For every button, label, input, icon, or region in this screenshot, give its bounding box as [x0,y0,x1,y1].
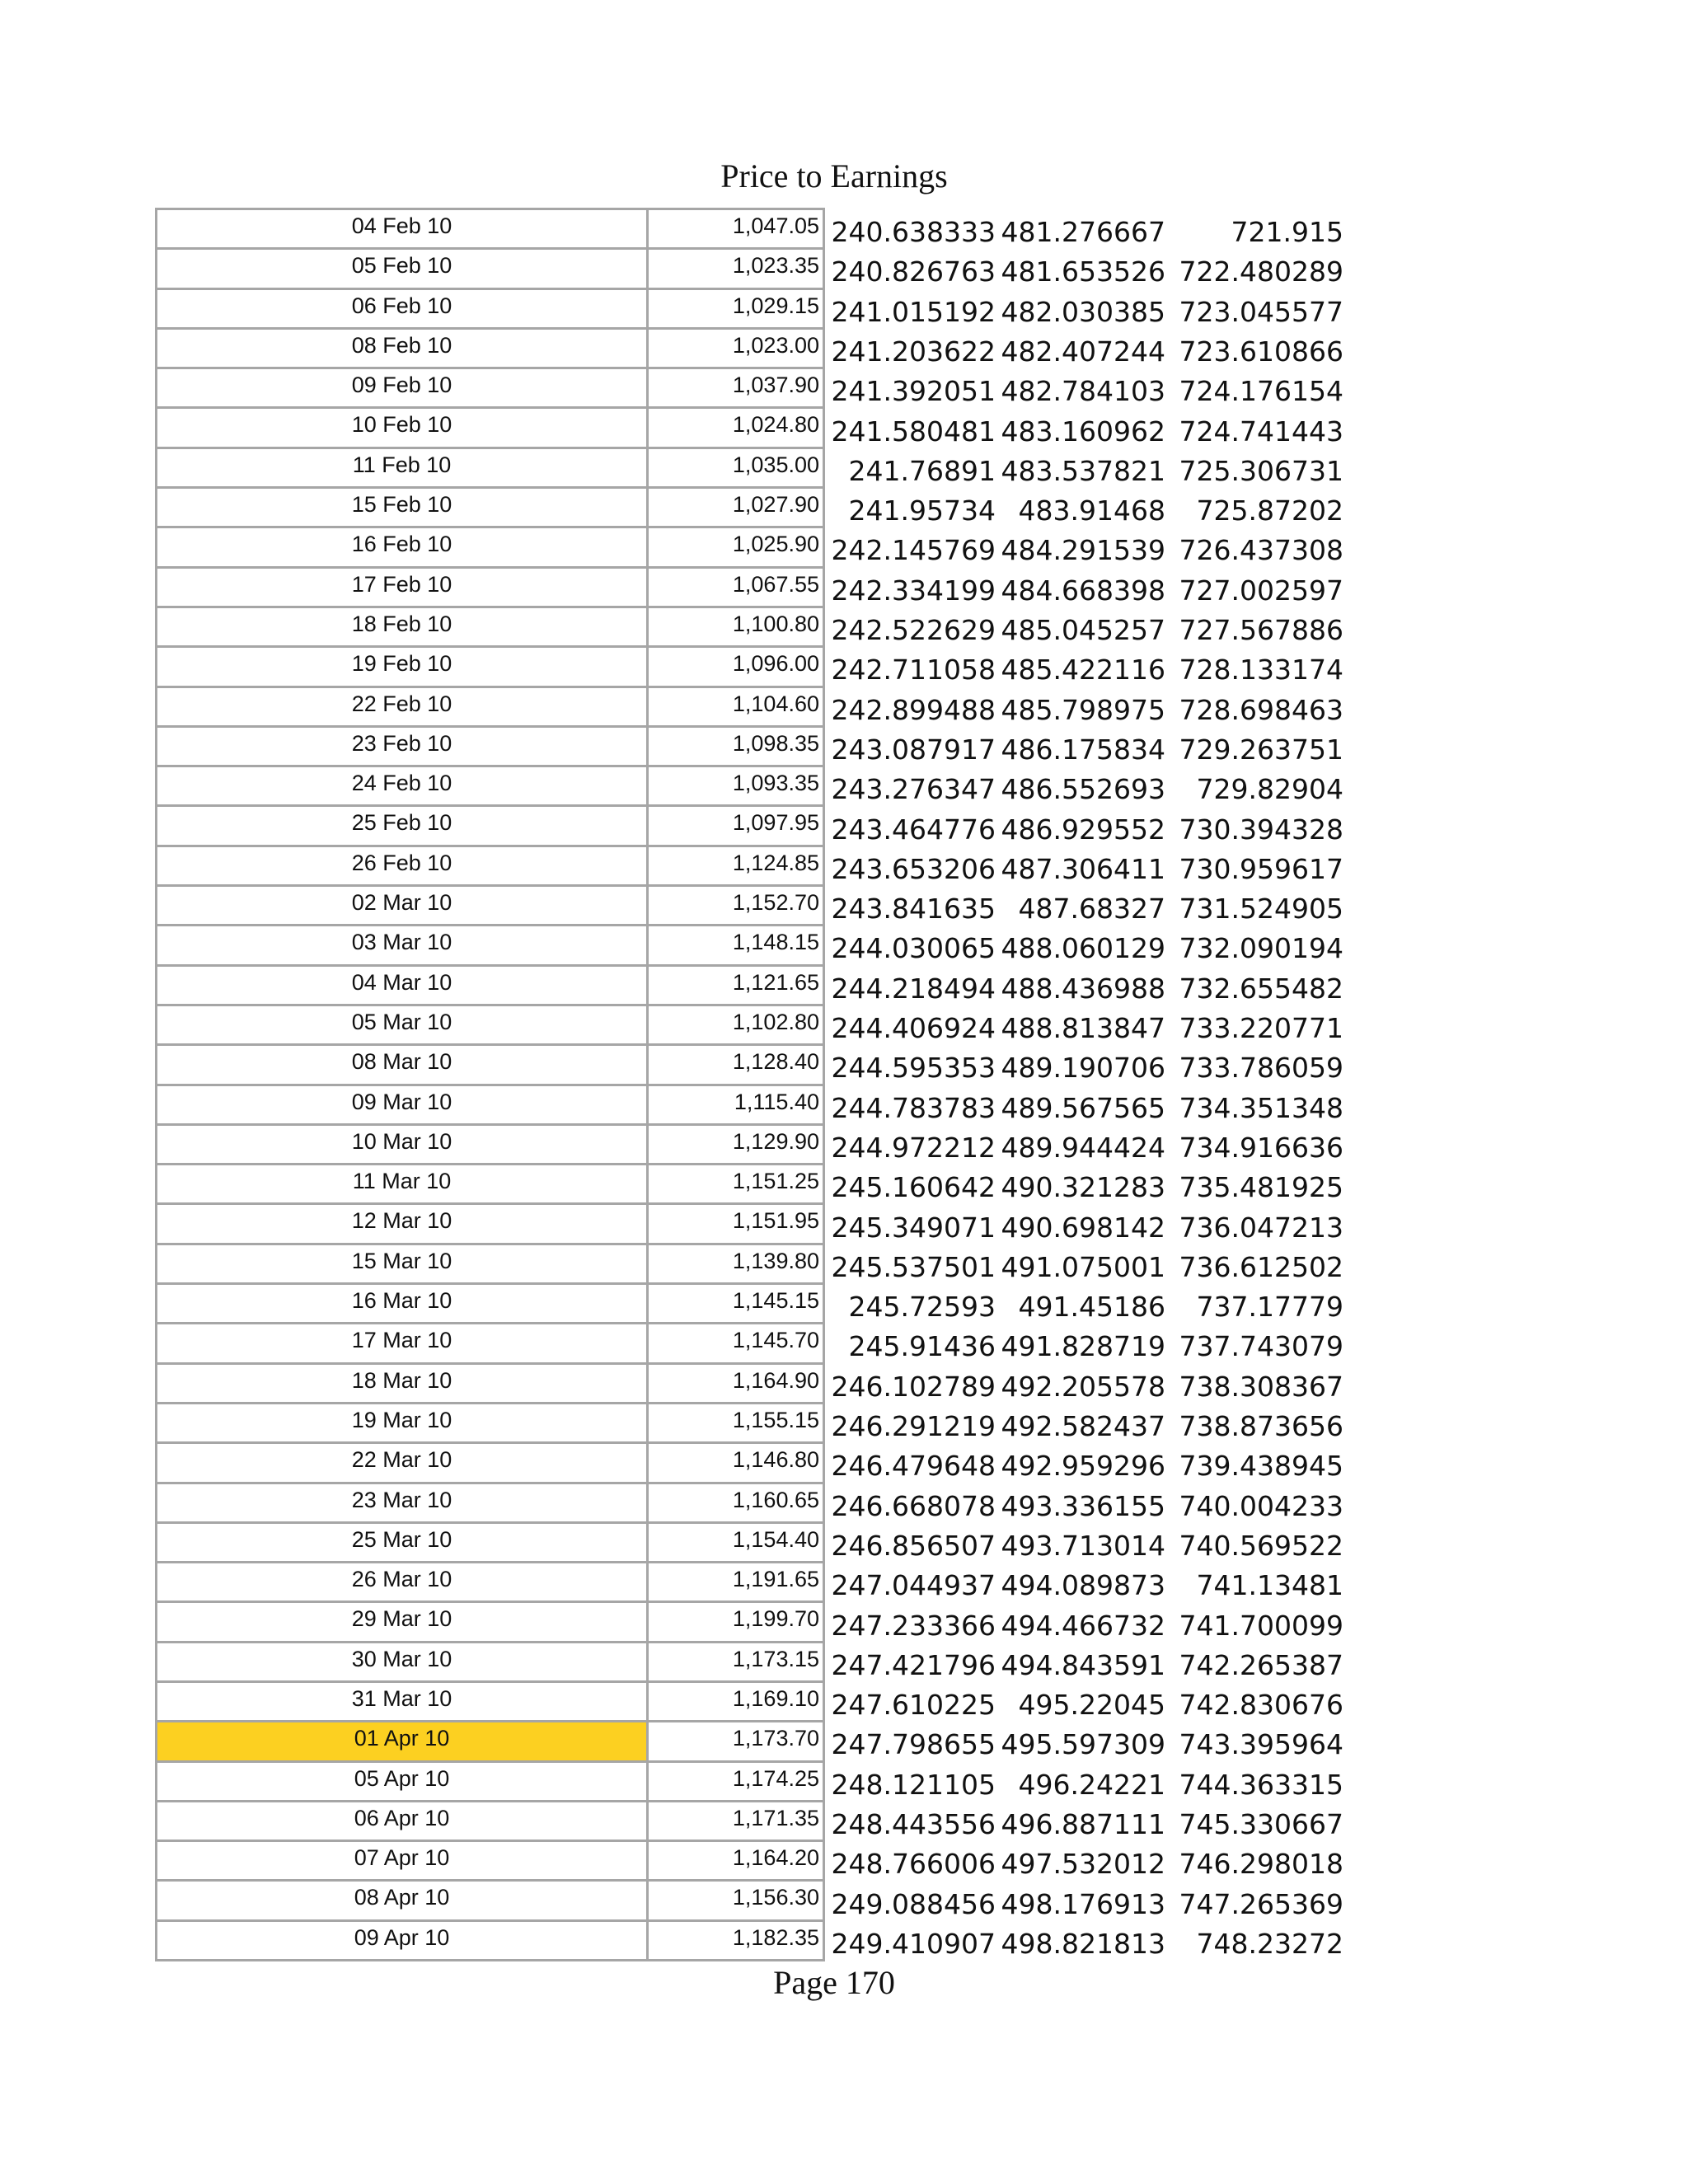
page-title: Price to Earnings [720,157,948,194]
price-cell: 1,097.95 [649,804,825,844]
date-cell: 25 Feb 10 [157,804,649,844]
table-row [157,765,825,804]
value-col-3: 729.263751 [1179,733,1343,766]
value-col-2: 494.089873 [1001,1569,1165,1602]
value-col-3: 735.481925 [1179,1171,1343,1204]
price-cell: 1,174.25 [649,1760,825,1800]
table-row [157,1482,825,1521]
value-col-1: 244.406924 [831,1012,996,1044]
value-col-3: 733.220771 [1179,1012,1343,1044]
date-cell: 08 Mar 10 [157,1043,649,1083]
price-cell: 1,124.85 [649,845,825,884]
date-cell: 23 Feb 10 [157,725,649,765]
date-cell: 10 Mar 10 [157,1123,649,1163]
value-col-3: 741.13481 [1196,1569,1343,1602]
value-col-1: 246.102789 [831,1370,996,1403]
value-col-2: 485.422116 [1001,654,1165,687]
value-col-1: 249.088456 [831,1887,996,1920]
table-row [157,1720,825,1760]
value-col-3: 734.351348 [1179,1091,1343,1124]
table-row [157,327,825,367]
value-col-2: 487.68327 [1018,893,1165,926]
date-cell: 22 Mar 10 [157,1441,649,1481]
value-col-2: 492.205578 [1001,1370,1165,1403]
date-cell: 01 Apr 10 [157,1720,649,1760]
date-cell: 18 Mar 10 [157,1362,649,1402]
price-cell: 1,023.35 [649,247,825,287]
price-cell: 1,145.70 [649,1322,825,1361]
value-col-1: 241.392051 [831,375,996,408]
value-col-2: 497.532012 [1001,1848,1165,1881]
date-cell: 30 Mar 10 [157,1641,649,1680]
table-row [157,1402,825,1441]
value-col-3: 736.612502 [1179,1250,1343,1283]
price-cell: 1,025.90 [649,526,825,565]
value-col-2: 488.436988 [1001,972,1165,1005]
value-col-2: 492.582437 [1001,1410,1165,1442]
table-row [157,1521,825,1561]
table-row [157,845,825,884]
value-col-1: 243.276347 [831,773,996,806]
value-col-1: 248.443556 [831,1808,996,1840]
value-col-2: 484.668398 [1001,574,1165,607]
date-cell: 06 Apr 10 [157,1800,649,1840]
value-col-1: 241.203622 [831,335,996,368]
value-col-2: 491.075001 [1001,1250,1165,1283]
date-cell: 17 Mar 10 [157,1322,649,1361]
value-col-3: 747.265369 [1179,1887,1343,1920]
value-col-2: 481.653526 [1001,255,1165,288]
table-row [157,804,825,844]
date-cell: 26 Mar 10 [157,1561,649,1601]
price-cell: 1,148.15 [649,924,825,963]
value-col-1: 243.653206 [831,852,996,885]
page-number: Page 170 [773,1964,895,2001]
value-col-2: 490.321283 [1001,1171,1165,1204]
value-col-1: 243.087917 [831,733,996,766]
value-col-1: 244.030065 [831,932,996,965]
price-cell: 1,023.00 [649,327,825,367]
value-col-3: 742.830676 [1179,1689,1343,1722]
table-row [157,1561,825,1601]
value-col-3: 723.045577 [1179,295,1343,328]
value-col-1: 248.121105 [831,1768,996,1801]
table-row [157,1879,825,1919]
value-col-2: 495.597309 [1001,1728,1165,1761]
value-col-3: 738.308367 [1179,1370,1343,1403]
price-cell: 1,199.70 [649,1601,825,1640]
price-cell: 1,145.15 [649,1282,825,1322]
value-col-2: 498.821813 [1001,1927,1165,1960]
date-cell: 06 Feb 10 [157,288,649,327]
value-col-2: 489.190706 [1001,1052,1165,1085]
value-col-2: 491.828719 [1001,1330,1165,1363]
table-row [157,486,825,526]
value-col-1: 245.72593 [848,1291,996,1324]
price-cell: 1,151.25 [649,1163,825,1202]
value-col-3: 725.306731 [1179,454,1343,487]
table-row [157,1322,825,1361]
price-cell: 1,096.00 [649,645,825,685]
value-col-2: 486.552693 [1001,773,1165,806]
value-col-3: 727.002597 [1179,574,1343,607]
value-col-3: 745.330667 [1179,1808,1343,1840]
value-col-2: 486.929552 [1001,813,1165,846]
price-cell: 1,169.10 [649,1680,825,1720]
value-col-1: 244.972212 [831,1131,996,1164]
value-col-3: 732.090194 [1179,932,1343,965]
value-col-1: 242.711058 [831,654,996,687]
value-col-2: 481.276667 [1001,216,1165,248]
value-col-2: 483.160962 [1001,415,1165,448]
price-cell: 1,121.65 [649,964,825,1004]
value-col-2: 493.713014 [1001,1529,1165,1562]
price-cell: 1,173.15 [649,1641,825,1680]
value-col-1: 248.766006 [831,1848,996,1881]
table-row [157,686,825,725]
value-col-2: 491.45186 [1018,1291,1165,1324]
value-col-1: 247.610225 [831,1689,996,1722]
price-cell: 1,100.80 [649,606,825,645]
price-cell: 1,151.95 [649,1202,825,1242]
date-cell: 19 Feb 10 [157,645,649,685]
table-row [157,367,825,406]
table-row [157,964,825,1004]
value-col-1: 242.522629 [831,614,996,646]
value-col-2: 485.798975 [1001,693,1165,726]
date-cell: 29 Mar 10 [157,1601,649,1640]
table-row [157,1123,825,1163]
value-col-2: 486.175834 [1001,733,1165,766]
table-row [157,1362,825,1402]
value-col-3: 732.655482 [1179,972,1343,1005]
date-cell: 03 Mar 10 [157,924,649,963]
value-col-2: 485.045257 [1001,614,1165,646]
value-col-2: 487.306411 [1001,852,1165,885]
value-col-2: 483.537821 [1001,454,1165,487]
date-cell: 23 Mar 10 [157,1482,649,1521]
value-col-3: 726.437308 [1179,534,1343,567]
value-col-3: 721.915 [1231,216,1343,248]
value-col-3: 734.916636 [1179,1131,1343,1164]
value-col-3: 740.004233 [1179,1489,1343,1522]
table-row [157,566,825,606]
date-cell: 16 Feb 10 [157,526,649,565]
value-col-3: 728.133174 [1179,654,1343,687]
value-col-2: 488.813847 [1001,1012,1165,1044]
value-col-1: 240.638333 [831,216,996,248]
date-cell: 31 Mar 10 [157,1680,649,1720]
value-col-2: 494.466732 [1001,1609,1165,1642]
price-cell: 1,047.05 [649,208,825,247]
value-col-1: 243.841635 [831,893,996,926]
date-cell: 11 Feb 10 [157,447,649,486]
date-cell: 05 Mar 10 [157,1004,649,1043]
price-cell: 1,156.30 [649,1879,825,1919]
value-col-1: 249.410907 [831,1927,996,1960]
price-cell: 1,027.90 [649,486,825,526]
price-cell: 1,152.70 [649,884,825,924]
table-row [157,1282,825,1322]
value-col-3: 723.610866 [1179,335,1343,368]
price-cell: 1,104.60 [649,686,825,725]
table-row [157,1760,825,1800]
value-col-2: 489.944424 [1001,1131,1165,1164]
date-cell: 26 Feb 10 [157,845,649,884]
value-col-3: 737.743079 [1179,1330,1343,1363]
value-col-3: 727.567886 [1179,614,1343,646]
value-col-3: 743.395964 [1179,1728,1343,1761]
value-col-2: 484.291539 [1001,534,1165,567]
date-cell: 08 Feb 10 [157,327,649,367]
value-col-2: 489.567565 [1001,1091,1165,1124]
table-row [157,645,825,685]
date-cell: 05 Feb 10 [157,247,649,287]
table-row [157,406,825,446]
date-cell: 16 Mar 10 [157,1282,649,1322]
date-cell: 15 Feb 10 [157,486,649,526]
value-col-1: 244.783783 [831,1091,996,1124]
value-col-3: 741.700099 [1179,1609,1343,1642]
value-col-3: 731.524905 [1179,893,1343,926]
price-cell: 1,115.40 [649,1084,825,1123]
table-row [157,924,825,963]
price-cell: 1,128.40 [649,1043,825,1083]
value-col-2: 496.887111 [1001,1808,1165,1840]
value-col-1: 243.464776 [831,813,996,846]
value-col-3: 728.698463 [1179,693,1343,726]
table-row [157,884,825,924]
value-col-3: 746.298018 [1179,1848,1343,1881]
value-col-1: 245.160642 [831,1171,996,1204]
value-col-2: 492.959296 [1001,1450,1165,1483]
table-row [157,288,825,327]
table-row [157,1084,825,1123]
value-col-3: 724.741443 [1179,415,1343,448]
table-row [157,247,825,287]
value-col-1: 241.580481 [831,415,996,448]
value-col-1: 241.76891 [848,454,996,487]
value-col-1: 247.421796 [831,1648,996,1681]
table-row [157,1163,825,1202]
table-row [157,1441,825,1481]
table-row [157,1840,825,1879]
value-col-2: 496.24221 [1018,1768,1165,1801]
table-row [157,1202,825,1242]
value-col-3: 736.047213 [1179,1211,1343,1244]
value-col-1: 245.91436 [848,1330,996,1363]
date-cell: 10 Feb 10 [157,406,649,446]
value-col-1: 242.145769 [831,534,996,567]
value-col-3: 733.786059 [1179,1052,1343,1085]
date-cell: 05 Apr 10 [157,1760,649,1800]
price-cell: 1,173.70 [649,1720,825,1760]
value-col-3: 737.17779 [1196,1291,1343,1324]
value-col-3: 738.873656 [1179,1410,1343,1442]
table-row [157,1680,825,1720]
table-row [157,1800,825,1840]
table-row [157,1919,825,1959]
price-cell: 1,154.40 [649,1521,825,1561]
value-col-1: 241.015192 [831,295,996,328]
date-cell: 08 Apr 10 [157,1879,649,1919]
price-cell: 1,139.80 [649,1243,825,1282]
table-row [157,1641,825,1680]
value-col-2: 482.030385 [1001,295,1165,328]
value-col-1: 244.595353 [831,1052,996,1085]
date-cell: 04 Mar 10 [157,964,649,1004]
date-cell: 09 Feb 10 [157,367,649,406]
value-col-3: 730.959617 [1179,852,1343,885]
value-col-1: 247.044937 [831,1569,996,1602]
price-cell: 1,035.00 [649,447,825,486]
date-cell: 12 Mar 10 [157,1202,649,1242]
date-cell: 17 Feb 10 [157,566,649,606]
price-cell: 1,164.20 [649,1840,825,1879]
price-cell: 1,160.65 [649,1482,825,1521]
table-row [157,1043,825,1083]
price-cell: 1,098.35 [649,725,825,765]
date-cell: 09 Mar 10 [157,1084,649,1123]
price-cell: 1,024.80 [649,406,825,446]
value-col-1: 241.95734 [848,494,996,527]
value-col-3: 724.176154 [1179,375,1343,408]
value-col-1: 247.233366 [831,1609,996,1642]
price-table [155,208,825,1961]
value-col-2: 490.698142 [1001,1211,1165,1244]
value-col-2: 488.060129 [1001,932,1165,965]
price-cell: 1,067.55 [649,566,825,606]
date-cell: 15 Mar 10 [157,1243,649,1282]
value-col-3: 722.480289 [1179,255,1343,288]
table-row [157,447,825,486]
date-cell: 18 Feb 10 [157,606,649,645]
value-col-1: 246.479648 [831,1450,996,1483]
price-cell: 1,171.35 [649,1800,825,1840]
table-row [157,526,825,565]
table-row [157,1601,825,1640]
value-col-2: 483.91468 [1018,494,1165,527]
date-cell: 19 Mar 10 [157,1402,649,1441]
date-cell: 22 Feb 10 [157,686,649,725]
value-col-1: 240.826763 [831,255,996,288]
value-col-1: 242.899488 [831,693,996,726]
price-cell: 1,164.90 [649,1362,825,1402]
table-row [157,1243,825,1282]
value-col-3: 739.438945 [1179,1450,1343,1483]
price-cell: 1,182.35 [649,1919,825,1959]
value-col-3: 729.82904 [1196,773,1343,806]
date-cell: 07 Apr 10 [157,1840,649,1879]
value-col-3: 744.363315 [1179,1768,1343,1801]
price-cell: 1,146.80 [649,1441,825,1481]
value-col-1: 244.218494 [831,972,996,1005]
value-col-1: 242.334199 [831,574,996,607]
date-cell: 02 Mar 10 [157,884,649,924]
date-cell: 25 Mar 10 [157,1521,649,1561]
value-col-1: 245.349071 [831,1211,996,1244]
table-row [157,208,825,247]
date-cell: 24 Feb 10 [157,765,649,804]
date-cell: 04 Feb 10 [157,208,649,247]
value-col-2: 493.336155 [1001,1489,1165,1522]
price-cell: 1,029.15 [649,288,825,327]
price-cell: 1,037.90 [649,367,825,406]
value-col-2: 494.843591 [1001,1648,1165,1681]
price-cell: 1,129.90 [649,1123,825,1163]
value-col-2: 482.784103 [1001,375,1165,408]
price-cell: 1,191.65 [649,1561,825,1601]
price-cell: 1,093.35 [649,765,825,804]
price-cell: 1,155.15 [649,1402,825,1441]
value-col-1: 246.668078 [831,1489,996,1522]
table-row [157,725,825,765]
value-col-2: 495.22045 [1018,1689,1165,1722]
value-col-1: 246.291219 [831,1410,996,1442]
value-col-3: 740.569522 [1179,1529,1343,1562]
value-col-2: 482.407244 [1001,335,1165,368]
table-row [157,606,825,645]
value-col-3: 725.87202 [1196,494,1343,527]
value-col-3: 742.265387 [1179,1648,1343,1681]
price-cell: 1,102.80 [649,1004,825,1043]
value-col-1: 246.856507 [831,1529,996,1562]
value-col-1: 245.537501 [831,1250,996,1283]
value-col-2: 498.176913 [1001,1887,1165,1920]
date-cell: 09 Apr 10 [157,1919,649,1959]
date-cell: 11 Mar 10 [157,1163,649,1202]
value-col-3: 730.394328 [1179,813,1343,846]
value-col-1: 247.798655 [831,1728,996,1761]
table-row [157,1004,825,1043]
value-col-3: 748.23272 [1196,1927,1343,1960]
